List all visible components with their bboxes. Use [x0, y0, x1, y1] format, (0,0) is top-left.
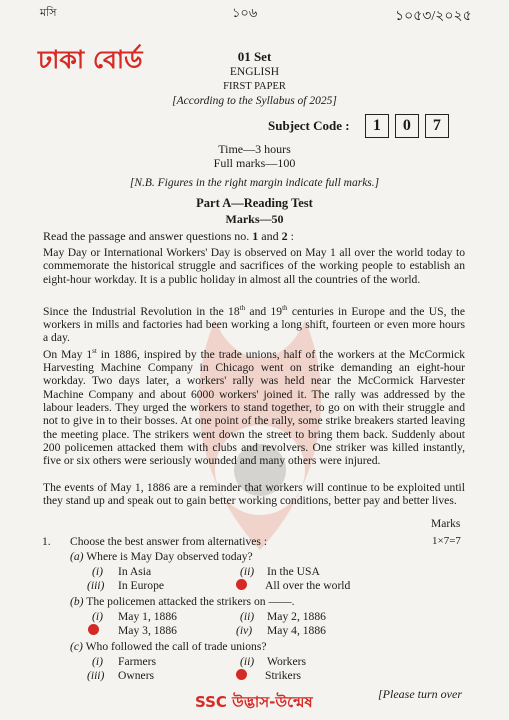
full-marks-label: Full marks—100	[213, 156, 296, 170]
subject-code-digit: 1	[365, 114, 389, 138]
question-item-b: (b) The policemen attacked the strikers on ——.	[70, 595, 295, 608]
question-item-c: (c) Who followed the call of trade unions?	[70, 640, 267, 653]
option-a-ii[interactable]: (ii) In the USA	[240, 565, 320, 578]
selected-answer-mark	[236, 669, 247, 680]
syllabus-note: [According to the Syllabus of 2025]	[172, 95, 337, 107]
option-b-i[interactable]: (i) May 1, 1886	[92, 610, 177, 623]
set-label: 01 Set	[237, 49, 272, 64]
time-label: Time—3 hours	[218, 142, 291, 156]
passage-paragraph-3: On May 1st in 1886, inspired by the trade unions, half of the workers at the McCormick Harvesting Machine Company in Chicago went on strike demanding an eight-hour workday. Two days later, a workers' rally was held near the McCormick Harvester Machine Company and about 6000 workers' joined it. The rally was addressed by the labour leaders. They urged the workers to stand together, to go on with their struggle and not to give in to their bosses. At one point of the rally, some strike breakers started leaving the meeting place. The strikers went down the street to bring them back. Suddenly about 200 policemen attacked them with clubs and revolvers. One striker was killed instantly, five or six others were seriously wounded and many others were injured.	[43, 347, 466, 468]
passage-paragraph-1: May Day or International Workers' Day is observed on May 1 all over the world today to commemorate the historical struggle and sacrifices of the working people to establish an eight-hour workday. It is a public holiday in almost all the countries of the world.	[43, 246, 465, 286]
nb-note: [N.B. Figures in the right margin indicate full marks.]	[129, 177, 380, 189]
subject-code-label: Subject Code :	[268, 118, 350, 133]
footer-brand: SSC উদ্ভাস-উন্মেষ	[195, 693, 313, 711]
option-b-ii[interactable]: (ii) May 2, 1886	[240, 610, 326, 623]
passage-paragraph-4: The events of May 1, 1886 are a reminder that workers will continue to be exploited until they stand up and speak out to gain better working conditions, better pay and better lives.	[43, 481, 465, 508]
selected-answer-mark	[236, 579, 247, 590]
passage-paragraph-2: Since the Industrial Revolution in the 18th and 19th centuries in Europe and the US, the workers in mills and factories had been working a long shift, fourteen or even more hours a day.	[43, 304, 465, 345]
subject-code-digit: 7	[425, 114, 449, 138]
option-a-iii[interactable]: (iii) In Europe	[87, 579, 165, 592]
marks-value: 1×7=7	[432, 535, 461, 547]
option-c-iv[interactable]: Strikers	[236, 669, 301, 683]
option-b-iv[interactable]: (iv) May 4, 1886	[236, 624, 326, 637]
subject-title: ENGLISH	[229, 66, 280, 78]
question-prompt: Choose the best answer from alternatives :	[70, 535, 268, 548]
question-item-a: (a) Where is May Day observed today?	[70, 550, 253, 563]
instruction-line: Read the passage and answer questions no. 1 and 2 :	[43, 229, 294, 243]
question-number: 1.	[42, 535, 51, 548]
option-b-iii[interactable]: May 3, 1886	[88, 624, 177, 638]
option-a-iv[interactable]: All over the world	[236, 579, 350, 593]
selected-answer-mark	[88, 624, 99, 635]
part-marks: Marks—50	[225, 212, 284, 226]
header-question-code: ১০৫৩/২০২৫	[395, 9, 472, 24]
option-c-ii[interactable]: (ii) Workers	[240, 655, 306, 668]
part-title: Part A—Reading Test	[196, 196, 313, 210]
option-c-iii[interactable]: (iii) Owners	[87, 669, 155, 682]
header-page-number: ১০৬	[232, 5, 258, 20]
subject-code-digit: 0	[395, 114, 419, 138]
paper-title: FIRST PAPER	[223, 81, 286, 92]
subject-code	[268, 114, 449, 138]
option-a-i[interactable]: (i) In Asia	[92, 565, 152, 578]
option-c-i[interactable]: (i) Farmers	[92, 655, 156, 668]
board-name: ঢাকা বোর্ড	[38, 45, 143, 74]
marks-label: Marks	[431, 518, 461, 530]
header-left-label: মসি	[40, 7, 57, 19]
turn-over-note: [Please turn over	[378, 687, 462, 701]
